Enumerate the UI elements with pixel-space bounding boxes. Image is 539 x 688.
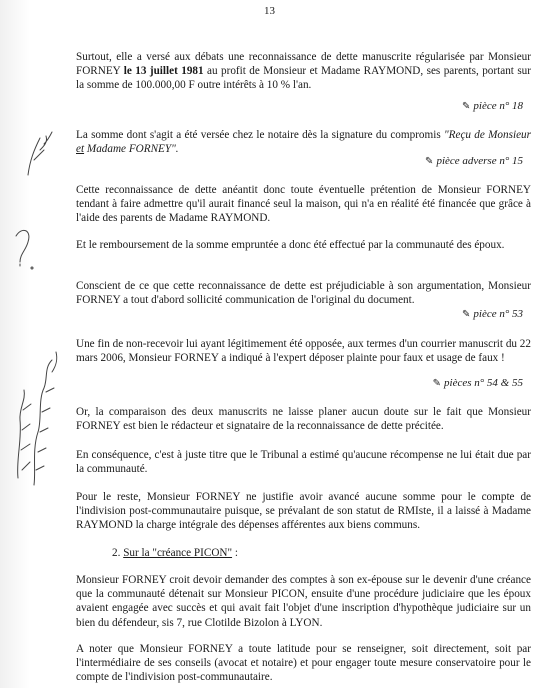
paragraph-7: Or, la comparaison des deux manuscrits ne laisse planer aucun doute sur le fait que Monsieur FORNEY est bien le rédacteur et signataire de la reconnaissance de dette précitée.	[76, 406, 531, 433]
piece-reference: ✎ pièce n° 18	[462, 100, 523, 112]
pointer-icon: ✎	[432, 378, 442, 389]
bold-date: le 13 juillet 1981	[123, 65, 204, 78]
piece-reference: ✎ pièces n° 54 & 55	[432, 377, 523, 389]
paragraph-2: La somme dont s'agit a été versée chez le notaire dès la signature du compromis "Reçu de Monsieur et Madame FORNEY".	[76, 129, 531, 156]
paragraph-1: Surtout, elle a versé aux débats une reconnaissance de dette manuscrite régularisée par Monsieur FORNEY le 13 juillet 1981 au profit de Monsieur et Madame RAYMOND, ses parents, portant sur la somme de 100.000,00 F outre intérêts à 10 % l'an.	[76, 51, 531, 92]
paragraph-11: A noter que Monsieur FORNEY a toute latitude pour se renseigner, soit directement, soit par l'intermédiaire de ses conseils (avocat et notaire) et pour engager toute mesure conservatoire pour le compte de l'indivision post-communautaire.	[76, 643, 531, 684]
paragraph-6: Une fin de non-recevoir lui ayant légitimement été opposée, aux termes d'un courrier manuscrit du 22 mars 2006, Monsieur FORNEY a indiqué à l'expert déposer plainte pour faux et usage de faux !	[76, 338, 531, 365]
pointer-icon: ✎	[425, 156, 434, 167]
paragraph-3: Cette reconnaissance de dette anéantit donc toute éventuelle prétention de Monsieur FORNEY tendant à faire admettre qu'il aurait financé seul la maison, qui n'a en réalité été financée que grâce à l'aide des parents de Madame RAYMOND.	[76, 184, 531, 225]
handwritten-margin-notes	[0, 0, 75, 688]
piece-reference: ✎ pièce n° 53	[462, 308, 523, 320]
pointer-icon: ✎	[462, 309, 471, 320]
paragraph-4: Et le remboursement de la somme empruntée a donc été effectué par la communauté des époux.	[76, 239, 505, 251]
paragraph-10: Monsieur FORNEY croit devoir demander des comptes à son ex-épouse sur le devenir d'une créance que la communauté détenait sur Monsieur PICON, ensuite d'une procédure judiciaire que les époux avaient engagée avec succès et qui avait fait l'objet d'une inscription d'hypothèque judiciaire sur un bien du défendeur, sis 7, rue Clotilde Bizolon à LYON.	[76, 574, 531, 629]
paragraph-5: Conscient de ce que cette reconnaissance de dette est préjudiciable à son argumentation, Monsieur FORNEY a tout d'abord sollicité communication de l'original du document.	[76, 280, 531, 307]
piece-reference: ✎ pièce adverse n° 15	[425, 155, 523, 167]
pointer-icon: ✎	[462, 101, 471, 112]
paragraph-8: En conséquence, c'est à juste titre que le Tribunal a estimé qu'aucune récompense ne lui était due par la communauté.	[76, 449, 531, 476]
paragraph-9: Pour le reste, Monsieur FORNEY ne justifie avoir avancé aucune somme pour le compte de l'indivision post-communautaire puisque, se prévalant de son statut de RMIste, il a laissé à Madame RAYMOND la charge intégrale des dépenses afférentes aux biens communs.	[76, 491, 531, 532]
section-heading: 2. Sur la "créance PICON" :	[112, 547, 238, 559]
page-number: 13	[264, 5, 275, 17]
